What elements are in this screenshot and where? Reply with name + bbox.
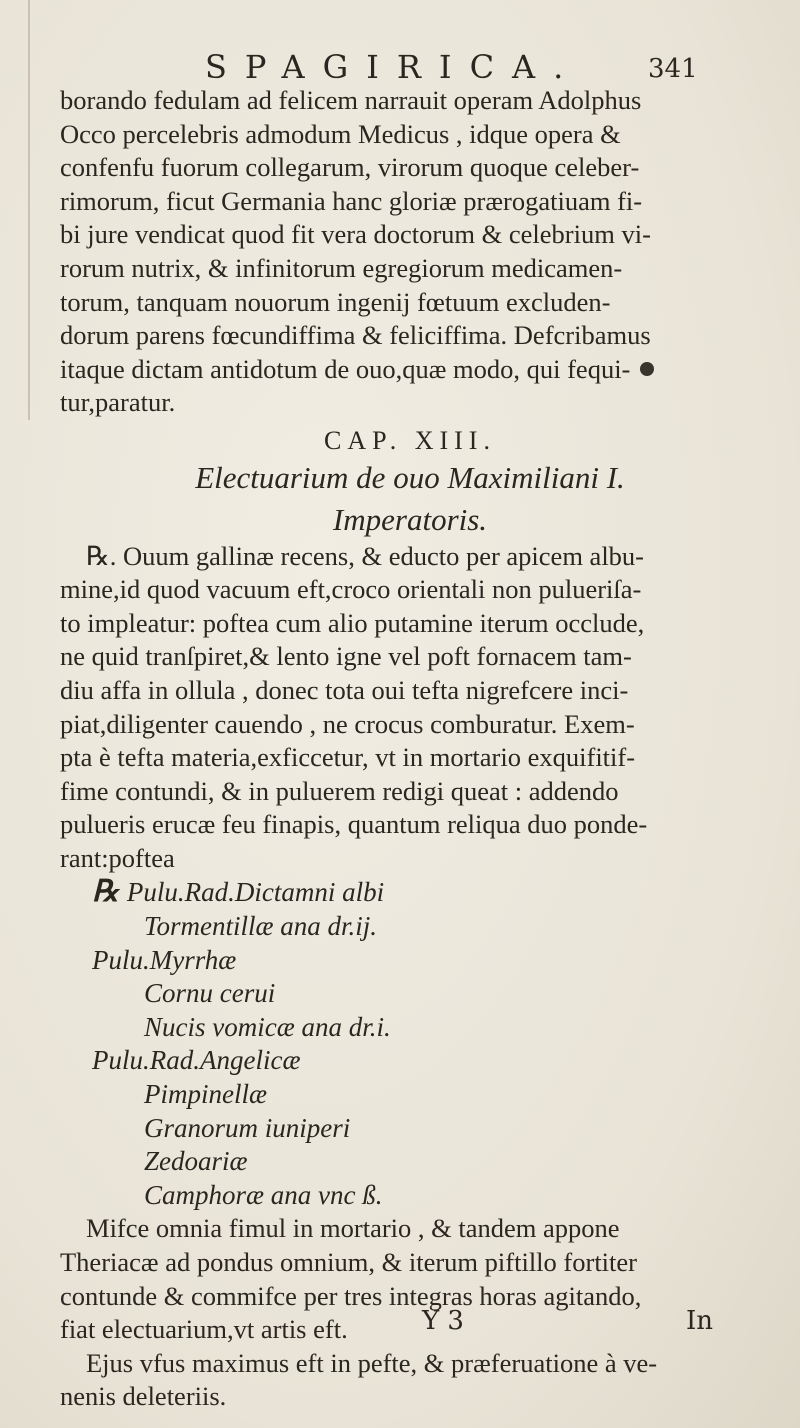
text-line: diu affa in ollula , donec tota oui tefta nigrefcere inci- xyxy=(60,674,629,705)
running-head: SPAGIRICA. xyxy=(205,48,582,86)
ingredient-line: Pulu.Rad.Angelicæ xyxy=(92,1045,301,1076)
text-line: Ejus vfus maximus eft in pefte, & præferuatione à ve- xyxy=(86,1347,658,1378)
ingredient-line: Pimpinellæ xyxy=(144,1079,267,1110)
recipe-symbol: ℞ xyxy=(92,875,119,909)
signature-mark: Y 3 xyxy=(422,1306,464,1336)
ingredient-line: Cornu cerui xyxy=(144,978,276,1009)
text-line: to impleatur: poftea cum alio putamine iterum occlude, xyxy=(60,607,645,638)
text-line: mine,id quod vacuum eft,croco orientali non pulueriſa- xyxy=(60,574,642,605)
ingredient-line: Camphoræ ana vnc ß. xyxy=(144,1179,383,1210)
text-line: tur,paratur. xyxy=(60,387,176,418)
paragraph-intro xyxy=(60,84,760,420)
ingredient-line: Zedoariæ xyxy=(144,1146,248,1177)
text-line: rimorum, ficut Germania hanc gloriæ prærogatiuam fi- xyxy=(60,185,643,216)
recipe-paragraph xyxy=(60,540,760,876)
text-block xyxy=(60,84,760,1414)
folio-number: 341 xyxy=(648,54,698,84)
text-line: Theriacæ ad pondus omnium, & iterum piftillo fortiter xyxy=(60,1247,637,1277)
text-line: rorum nutrix, & infinitorum egregiorum medicamen- xyxy=(60,252,623,283)
text-line: borando fedulam ad felicem narrauit operam Adolphus xyxy=(60,85,642,115)
ingredient-line: Tormentillæ ana dr.ij. xyxy=(144,911,378,942)
page-header xyxy=(0,48,800,88)
section-subtitle: Imperatoris. xyxy=(332,501,488,537)
text-line: ne quid tranſpiret,& lento igne vel poft fornacem tam- xyxy=(60,641,632,672)
text-line: contunde & commifce per tres integras horas agitando, xyxy=(60,1280,642,1311)
section-title: Electuarium de ouo Maximiliani I. xyxy=(195,459,625,495)
closing-paragraph xyxy=(60,1212,760,1414)
ingredient-line: Nucis vomicæ ana dr.i. xyxy=(144,1011,391,1042)
text-line: itaque dictam antidotum de ouo,quæ modo, qui fequi- xyxy=(60,353,631,384)
chapter-heading: CAP. XIII. xyxy=(324,425,496,455)
text-line: confenfu fuorum collegarum, virorum quoque celeber- xyxy=(60,152,640,183)
text-line: rant:poftea xyxy=(60,842,175,873)
ingredient-list xyxy=(60,875,760,1212)
text-line: piat,diligenter cauendo , ne crocus comburatur. Exem- xyxy=(60,708,635,739)
text-line: nenis deleteriis. xyxy=(60,1381,227,1412)
ingredient-text: Pulu.Rad.Dictamni albi xyxy=(126,877,385,908)
text-line: dorum parens fœcundiffima & feliciffima. Defcribamus xyxy=(60,320,651,351)
ingredient-line: Pulu.Myrrhæ xyxy=(92,944,237,975)
text-line: fiat electuarium,vt artis eft. xyxy=(60,1314,348,1345)
text-line: fime contundi, & in puluerem redigi queat : addendo xyxy=(60,775,619,806)
catchword: In xyxy=(686,1306,714,1336)
ingredient-line: Granorum iuniperi xyxy=(144,1112,351,1143)
text-line: Mifce omnia fimul in mortario , & tandem appone xyxy=(86,1213,620,1244)
text-line: torum, tanquam nouorum ingenij fœtuum excluden- xyxy=(60,286,611,317)
text-line: ℞. Ouum gallinæ recens, & educto per apicem albu- xyxy=(86,540,645,571)
text-line: pta è tefta materia,exficcetur, vt in mortario exquifitif- xyxy=(60,742,636,773)
text-line: bi jure vendicat quod fit vera doctorum & celebrium vi- xyxy=(60,219,651,250)
ingredient-line xyxy=(60,875,760,910)
text-line: pulueris erucæ feu finapis, quantum reliqua duo ponde- xyxy=(60,809,648,840)
text-line: Occo percelebris admodum Medicus , idque opera & xyxy=(60,118,621,149)
